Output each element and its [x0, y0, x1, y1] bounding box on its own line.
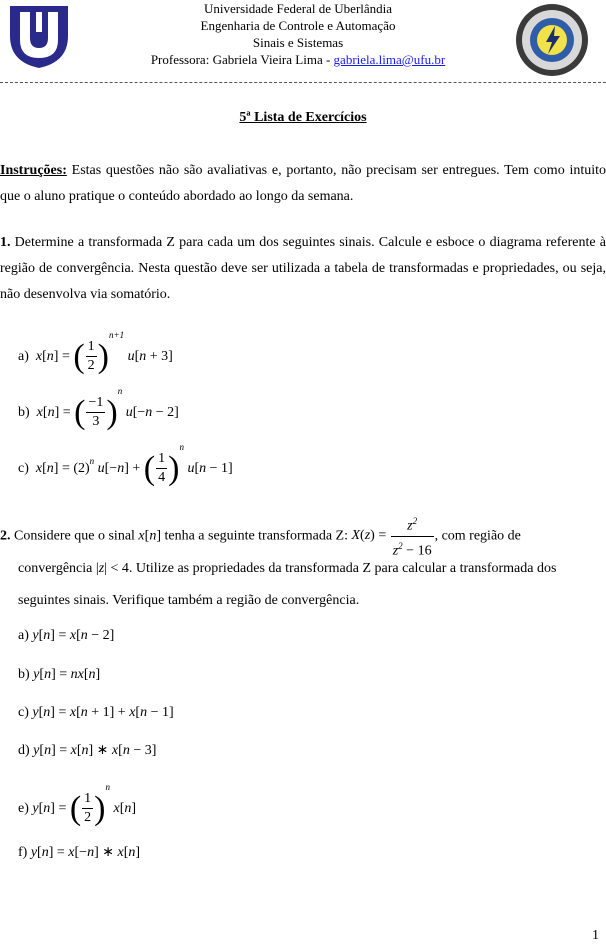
question-2: 2. Considere que o sinal x[n] tenha a seguinte transformada Z: X(z) = $\frac{z^2}{z^2 - 16}$ , com região de	[0, 512, 606, 560]
university-name: Universidade Federal de Uberlândia	[203, 1, 393, 16]
q2-item-d: d) y[n] = x[n] ∗ x[n − 3]	[18, 743, 157, 758]
page-number: 1	[592, 928, 599, 943]
email-link[interactable]: gabriela.lima@ufu.br	[333, 52, 446, 67]
page-title: 5ª Lista de Exercícios	[239, 110, 367, 125]
q2-item-c: c) y[n] = x[n + 1] + x[n − 1]	[18, 705, 174, 720]
question-2-number: 2.	[0, 528, 11, 544]
question-2-line3: seguintes sinais. Verifique também a região de convergência.	[18, 593, 360, 608]
instructions-text: Estas questões não são avaliativas e, portanto, não precisam ser entregues. Tem como intuito que o aluno pratique o conteúdo abordado ao longo da semana.	[0, 163, 606, 204]
q2-item-a: a) y[n] = x[n − 2]	[18, 628, 115, 643]
instructions-paragraph	[0, 158, 606, 210]
q1-item-b: b) x[n] = ( $\frac{-1}{3}$ )$^n$ u[−n − 2]	[18, 386, 179, 431]
q1-item-a: a) x[n] = ( $\frac{1}{2}$ )$^{n+1}$ u[n + 3]	[18, 330, 173, 375]
question-1	[0, 230, 606, 308]
instructions-label: Instruções:	[0, 163, 67, 178]
course-name: Engenharia de Controle e Automação	[200, 18, 396, 33]
ufu-logo	[6, 2, 72, 70]
document-header	[120, 0, 476, 68]
q2-item-b: b) y[n] = nx[n]	[18, 667, 101, 682]
course-logo	[514, 2, 590, 78]
question-1-text: Determine a transformada Z para cada um dos seguintes sinais. Calcule e esboce o diagrama referente à região de convergência. Nesta questão deve ser utilizada a tabela de transformadas e propriedades, ou seja, não desenvolva via somatório.	[0, 235, 606, 302]
question-2-line2: convergência |z| < 4. Utilize as propriedades da transformada Z para calcular a transformada dos	[18, 561, 557, 576]
question-1-number: 1.	[0, 235, 11, 250]
header-divider	[0, 82, 606, 83]
q2-item-f: f) y[n] = x[−n] ∗ x[n]	[18, 845, 141, 860]
q1-item-c: c) $x[n] = (2)^n$ u[−n] + ( $\frac{1}{4}$ )$^n$ u[n − 1]	[18, 442, 233, 487]
q2-item-e: e) y[n] = ( $\frac{1}{2}$ )$^n$ x[n]	[18, 782, 137, 827]
professor-line: Professora: Gabriela Vieira Lima - gabriela.lima@ufu.br	[150, 52, 446, 67]
subject-name: Sinais e Sistemas	[252, 35, 344, 50]
